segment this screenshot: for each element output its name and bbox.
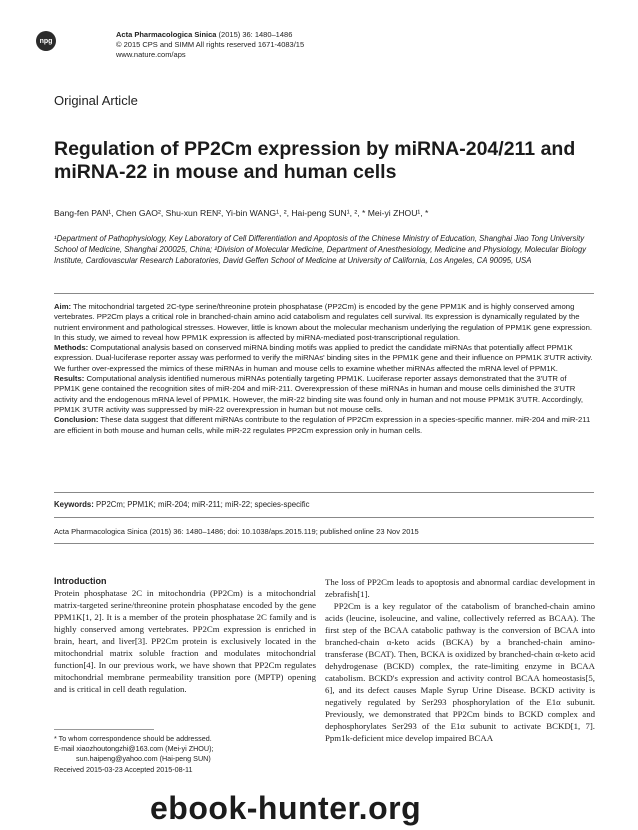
watermark-text: ebook-hunter.org (150, 790, 422, 826)
citation-top-rule (54, 517, 594, 518)
received-accepted-dates: Received 2015-03-23 Accepted 2015-08-11 (54, 764, 193, 774)
email-line-2[interactable]: sun.haipeng@yahoo.com (Hai-peng SUN) (76, 754, 211, 764)
citation-line: Acta Pharmacologica Sinica (2015) 36: 1480–1486; doi: 10.1038/aps.2015.119; published online 23 Nov 2015 (54, 527, 419, 536)
introduction-heading: Introduction (54, 576, 107, 586)
keywords (54, 500, 310, 509)
journal-header (116, 30, 304, 60)
keywords-label: Keywords: (54, 500, 94, 509)
aim-text: The mitochondrial targeted 2C-type serine/threonine protein phosphatase (PP2Cm) is encoded by the gene PPM1K and is highly conserved among vertebrates. PP2Cm plays a critical role in branched-chain amino acid catabolism and regulates cell survival. Its expression is dynamically regulated by the nutrient environment and pathological stresses. However, little is known about the molecular mechanism underlying the regulation of PPM1K gene expression. In this study, we aimed to reveal how PPM1K expression is affected by miRNA-mediated post-transcriptional regulation. (54, 302, 592, 342)
conclusion-label: Conclusion: (54, 415, 99, 425)
keywords-rule (54, 492, 594, 493)
abstract (54, 302, 594, 436)
publisher-logo: npg (36, 31, 56, 51)
journal-url[interactable]: www.nature.com/aps (116, 50, 186, 59)
author-list: Bang-fen PAN¹, Chen GAO², Shu-xun REN², Yi-bin WANG¹, ², Hai-peng SUN¹, ², * Mei-yi ZHOU¹, * (54, 208, 429, 218)
section-label: Original Article (54, 93, 138, 108)
abstract-methods (54, 343, 594, 374)
journal-name: Acta Pharmacologica Sinica (116, 30, 217, 39)
citation-bottom-rule (54, 543, 594, 544)
paragraph-bcaa: PP2Cm is a key regulator of the catabolism of branched-chain amino acids (leucine, isoleucine, and valine, collectively referred as BCAA). The first step of the BCAA catabolic pathway is the conversion of BCAA into branched-chain α-keto acids (BCKA) by a branched-chain amino-transferase (BCAT). Then, BCKA is oxidized by branched-chain α-keto acid dehydrogenase (BCKD) complex, the rate-limiting enzyme in BCAA catabolism. BCKD's expression and activity control BCAA homeostasis[5, 6], and its defect causes Maple Syrup Urine Disease. BCKD activity is negatively regulated by Ser293 phosphorylation of the E1α subunit. Previously, we demonstrated that PP2Cm binds to BCKD complex and dephosphorylates Ser293 of the E1α subunit to activate BCKD[1, 7]. Ppm1k-deficient mice develop impaired BCAA (325, 601, 595, 743)
footnote (54, 734, 213, 775)
journal-issue: (2015) 36: 1480–1486 (216, 30, 293, 39)
correspondence-note: * To whom correspondence should be addressed. (54, 734, 212, 743)
intro-paragraph: Protein phosphatase 2C in mitochondria (PP2Cm) is a mitochondrial matrix-targeted serine/threonine protein phosphatase encoded by the gene PPM1K[1, 2]. It is a member of the protein phosphatase 2C family and is highly conserved among vertebrates. PP2Cm expression is enriched in brain, heart, and liver[3]. PP2Cm protein is exclusively located in the mitochondrial matrix soluble fraction and modulates mitochondrial function[4]. In our previous work, we have shown that PP2Cm regulates mitochondrial membrane permeability transition pore (MPTP) opening and is critical in cell death regulation. (54, 588, 316, 694)
email-line-1[interactable]: E-mail xiaozhoutongzhi@163.com (Mei-yi ZHOU); (54, 744, 214, 754)
methods-text: Computational analysis based on conserved miRNA binding motifs was applied to predict the candidate miRNAs that potentially affect PPM1K expression. Dual-luciferase reporter assay was performed to verify the miRNAs' binding sites in the PPM1K gene and their influence on PPM1K 3′UTR activity. We further over-expressed the mimics of these miRNAs in human and mouse cells to examine whether miRNAs affected the mRNA level of PPM1K. (54, 343, 593, 373)
body-column-right (325, 576, 595, 744)
conclusion-text: These data suggest that different miRNAs contribute to the regulation of PP2Cm expression in a species-specific manner. miR-204 and miR-211 are efficient in both mouse and human cells, while miR-22 regulates PP2Cm expression only in human cells. (54, 415, 591, 435)
results-label: Results: (54, 374, 85, 384)
aim-label: Aim: (54, 302, 72, 311)
methods-label: Methods: (54, 343, 89, 353)
page-title: Regulation of PP2Cm expression by miRNA-204/211 and miRNA-22 in mouse and human cells (54, 138, 576, 183)
results-text: Computational analysis identified numerous miRNAs potentially targeting PPM1K. Luciferase reporter assays demonstrated that the 3′UTR of PPM1K gene contained the recognition sites of miR-204 and miR-211. Overexpression of these miRNAs in human and mouse cells diminished the 3′UTR activity and the endogenous mRNA level of PPM1K. However, the miR-22 binding site was found only in human and not mouse PPM1K 3′UTR. Accordingly, PPM1K 3′UTR activity was suppressed by miR-22 overexpression in human but not mouse cells. (54, 374, 584, 414)
abstract-results (54, 374, 594, 415)
copyright-line: © 2015 CPS and SIMM All rights reserved 1671-4083/15 (116, 40, 305, 49)
abstract-top-rule (54, 293, 594, 294)
keywords-text: PP2Cm; PPM1K; miR-204; miR-211; miR-22; species-specific (93, 500, 310, 509)
affiliations: ¹Department of Pathophysiology, Key Laboratory of Cell Differentiation and Apoptosis of the Chinese Ministry of Education, Shanghai Jiao Tong University School of Medicine, Shanghai 200025, China; ²Division of Molecular Medicine, Department of Anesthesiology, Medicine and Physiology, Molecular Biology Institute, Cardiovascular Research Laboratories, David Geffen School of Medicine at University of California, Los Angeles, CA 90095, USA (54, 234, 587, 265)
paragraph-continued: The loss of PP2Cm leads to apoptosis and abnormal cardiac development in zebrafish[1]. (325, 577, 595, 599)
abstract-aim (54, 302, 594, 343)
abstract-conclusion (54, 415, 594, 436)
footnote-rule (54, 729, 154, 730)
body-column-left (54, 587, 316, 695)
